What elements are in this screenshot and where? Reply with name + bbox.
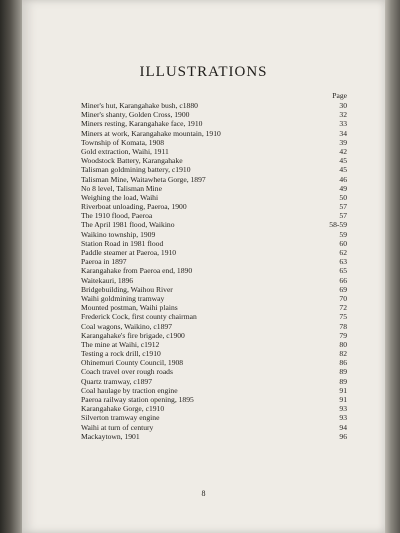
illustration-title: Miners resting, Karangahake face, 1910 <box>81 119 203 129</box>
illustration-page-number: 59 <box>339 229 347 239</box>
list-item <box>81 404 347 413</box>
list-item <box>81 386 347 395</box>
illustration-page-number: 39 <box>339 137 347 147</box>
illustration-title: Station Road in 1981 flood <box>81 238 164 248</box>
illustration-page-number: 33 <box>339 119 347 129</box>
list-item <box>81 175 347 184</box>
list-item <box>81 413 347 422</box>
list-item <box>81 101 347 110</box>
list-item <box>81 202 347 211</box>
illustration-page-number: 80 <box>339 339 347 349</box>
illustration-title: Miner's shanty, Golden Cross, 1900 <box>81 110 190 120</box>
illustration-page-number: 89 <box>339 367 347 377</box>
list-item <box>81 432 347 441</box>
illustration-title: Coal haulage by traction engine <box>81 385 178 395</box>
illustration-page-number: 78 <box>339 321 347 331</box>
list-item <box>81 138 347 147</box>
list-item <box>81 129 347 138</box>
page-edge-shadow <box>385 0 400 533</box>
illustration-page-number: 50 <box>339 192 347 202</box>
list-item <box>81 193 347 202</box>
illustration-title: Coal wagons, Waikino, c1897 <box>81 321 172 331</box>
list-item <box>81 312 347 321</box>
list-item <box>81 285 347 294</box>
illustration-page-number: 57 <box>339 202 347 212</box>
illustration-title: The April 1981 flood, Waikino <box>81 220 175 230</box>
list-item <box>81 377 347 386</box>
illustration-title: Karangahake Gorge, c1910 <box>81 404 165 414</box>
illustration-title: Mounted postman, Waihi plains <box>81 303 178 313</box>
illustration-title: The 1910 flood, Paeroa <box>81 211 153 221</box>
illustration-page-number: 30 <box>339 101 347 110</box>
illustration-page-number: 82 <box>339 349 347 359</box>
illustration-title: Mackaytown, 1901 <box>81 431 140 441</box>
list-item <box>81 294 347 303</box>
list-item <box>81 119 347 128</box>
illustration-title: Quartz tramway, c1897 <box>81 376 152 386</box>
illustration-title: Riverboat unloading, Paeroa, 1900 <box>81 202 187 212</box>
illustration-title: Township of Komata, 1908 <box>81 137 164 147</box>
list-item <box>81 367 347 376</box>
illustration-page-number: 60 <box>339 238 347 248</box>
illustration-page-number: 46 <box>339 174 347 184</box>
list-item <box>81 156 347 165</box>
illustration-page-number: 58-59 <box>329 220 347 230</box>
illustration-page-number: 89 <box>339 376 347 386</box>
list-item <box>81 248 347 257</box>
illustration-title: Weighing the load, Waihi <box>81 192 159 202</box>
list-item <box>81 257 347 266</box>
illustration-title: Gold extraction, Waihi, 1911 <box>81 146 169 156</box>
illustration-page-number: 86 <box>339 358 347 368</box>
illustration-title: Coach travel over rough roads <box>81 367 173 377</box>
list-item <box>81 340 347 349</box>
list-item <box>81 266 347 275</box>
illustration-title: Waihi at turn of century <box>81 422 154 432</box>
illustration-title: Karangahake from Paeroa end, 1890 <box>81 266 193 276</box>
illustration-title: Waikino township, 1909 <box>81 229 156 239</box>
illustration-title: Waihi goldmining tramway <box>81 293 165 303</box>
list-item <box>81 358 347 367</box>
illustration-title: Miners at work, Karangahake mountain, 1910 <box>81 128 221 138</box>
illustration-title: Waitekauri, 1896 <box>81 275 134 285</box>
illustration-title: Paeroa in 1897 <box>81 257 127 267</box>
list-item <box>81 165 347 174</box>
list-item <box>81 147 347 156</box>
illustration-title: The mine at Waihi, c1912 <box>81 339 160 349</box>
illustration-page-number: 93 <box>339 413 347 423</box>
illustration-page-number: 45 <box>339 156 347 166</box>
illustration-page-number: 94 <box>339 422 347 432</box>
illustration-page-number: 34 <box>339 128 347 138</box>
illustration-title: Miner's hut, Karangahake bush, c1880 <box>81 101 198 110</box>
illustration-title: Frederick Cock, first county chairman <box>81 312 197 322</box>
illustration-title: Ohinemuri County Council, 1908 <box>81 358 184 368</box>
page-title: ILLUSTRATIONS <box>139 64 268 80</box>
list-item <box>81 211 347 220</box>
illustration-page-number: 49 <box>339 183 347 193</box>
illustration-page-number: 32 <box>339 110 347 120</box>
list-item <box>81 303 347 312</box>
illustration-page-number: 63 <box>339 257 347 267</box>
page-column-header: Page <box>332 91 347 100</box>
illustration-title: Talisman Mine, Waitawheta Gorge, 1897 <box>81 174 206 184</box>
illustration-page-number: 70 <box>339 293 347 303</box>
list-item <box>81 395 347 404</box>
illustration-title: No 8 level, Talisman Mine <box>81 183 162 193</box>
illustration-page-number: 66 <box>339 275 347 285</box>
illustration-page-number: 57 <box>339 211 347 221</box>
illustration-page-number: 79 <box>339 330 347 340</box>
illustration-title: Silverton tramway engine <box>81 413 160 423</box>
illustration-title: Testing a rock drill, c1910 <box>81 349 161 359</box>
list-item <box>81 110 347 119</box>
illustration-page-number: 65 <box>339 266 347 276</box>
illustration-title: Paeroa railway station opening, 1895 <box>81 395 194 404</box>
list-item <box>81 220 347 229</box>
illustration-page-number: 75 <box>339 312 347 322</box>
illustration-page-number: 42 <box>339 146 347 156</box>
illustration-page-number: 93 <box>339 404 347 414</box>
list-item <box>81 423 347 432</box>
illustration-title: Woodstock Battery, Karangahake <box>81 156 183 166</box>
illustration-page-number: 91 <box>339 395 347 404</box>
list-item <box>81 276 347 285</box>
illustration-page-number: 45 <box>339 165 347 175</box>
list-item <box>81 230 347 239</box>
list-item <box>81 322 347 331</box>
page-number: 8 <box>201 489 206 498</box>
illustration-title: Paddle steamer at Paeroa, 1910 <box>81 248 177 257</box>
illustration-title: Talisman goldmining battery, c1910 <box>81 165 191 175</box>
illustration-page-number: 69 <box>339 284 347 294</box>
illustrations-list <box>81 90 347 441</box>
illustration-page-number: 72 <box>339 303 347 313</box>
list-item <box>81 349 347 358</box>
list-item <box>81 184 347 193</box>
book-page <box>22 0 385 533</box>
illustration-page-number: 91 <box>339 385 347 395</box>
illustration-page-number: 96 <box>339 431 347 441</box>
illustration-title: Karangahake's fire brigade, c1900 <box>81 330 185 340</box>
list-item <box>81 239 347 248</box>
list-item <box>81 331 347 340</box>
illustration-title: Bridgebuilding, Waihou River <box>81 284 173 294</box>
illustration-page-number: 62 <box>339 248 347 257</box>
